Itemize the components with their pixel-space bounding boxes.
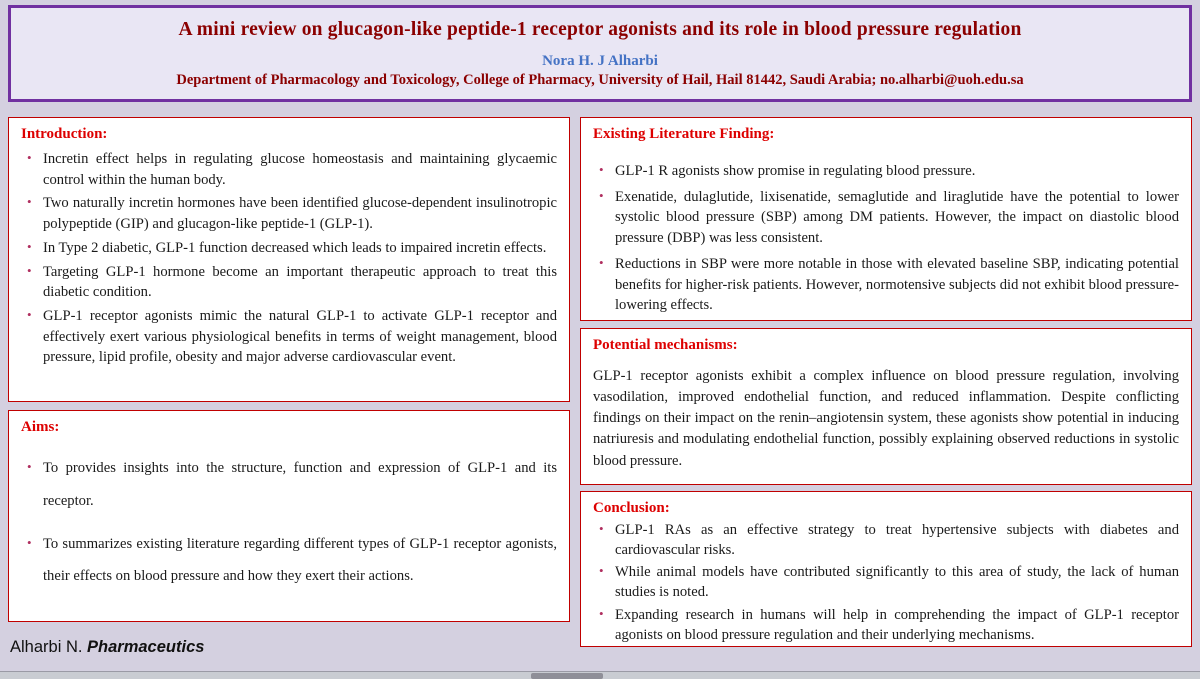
bullet-item: • Reductions in SBP were more notable in those with elevated baseline SBP, indicating potential benefits for higher-risk patients. However, normotensive subjects did not exhibit blood pressure-lowering effects. — [593, 254, 1179, 316]
author-name: Nora H. J Alharbi — [542, 53, 658, 69]
bullet-item: • Incretin effect helps in regulating glucose homeostasis and maintaining glycaemic control within the human body. — [21, 149, 557, 190]
aims-bullet-list — [21, 452, 557, 593]
bullet-item: • GLP-1 R agonists show promise in regulating blood pressure. — [593, 161, 1179, 182]
aims-heading: Aims: — [21, 419, 60, 435]
bullet-item: • To provides insights into the structure, function and expression of GLP-1 and its receptor. — [21, 452, 557, 518]
citation-journal: Pharmaceutics — [87, 638, 205, 656]
bullet-item: • Exenatide, dulaglutide, lixisenatide, semaglutide and liraglutide have the potential to lower systolic blood pressure (SBP) among DM patients. However, the impact on diastolic blood pressure (DBP) was less consistent. — [593, 187, 1179, 249]
section-conclusion — [580, 491, 1192, 647]
introduction-heading: Introduction: — [21, 126, 108, 142]
section-potential-mechanisms — [580, 328, 1192, 485]
bullet-item: • Two naturally incretin hormones have been identified glucose-dependent insulinotropic polypeptide (GIP) and glucagon-like peptide-1 (GLP-1). — [21, 193, 557, 234]
affiliation-line: Department of Pharmacology and Toxicology, College of Pharmacy, University of Hail, Hail 81442, Saudi Arabia; no.alharbi@uoh.edu.sa — [176, 72, 1024, 88]
introduction-bullet-list — [21, 149, 557, 368]
bullet-item: • GLP-1 RAs as an effective strategy to treat hypertensive subjects with diabetes and cardiovascular risks. — [593, 520, 1179, 560]
findings-heading: Existing Literature Finding: — [593, 126, 775, 142]
mechanisms-heading: Potential mechanisms: — [593, 337, 738, 353]
bullet-item: • GLP-1 receptor agonists mimic the natural GLP-1 to activate GLP-1 receptor and effectively exert various physiological benefits in terms of weight management, blood pressure, lipid profile, obesity and major adverse cardiovascular event. — [21, 306, 557, 368]
section-introduction — [8, 117, 570, 402]
bullet-item: • Expanding research in humans will help in comprehending the impact of GLP-1 receptor agonists on blood pressure regulation and their underlying mechanisms. — [593, 605, 1179, 645]
section-aims — [8, 410, 570, 622]
section-existing-literature-finding — [580, 117, 1192, 321]
horizontal-scrollbar[interactable] — [0, 671, 1200, 679]
mechanisms-paragraph: GLP-1 receptor agonists exhibit a complex influence on blood pressure regulation, involving vasodilation, improved endothelial function, and reduced inflammation. Despite conflicting findings on their impact on the renin–angiotensin system, these agonists show potential in inducing natriuresis and modulating endothelial function, possibly explaining observed reductions in systolic blood pressure. — [593, 368, 1179, 469]
conclusion-bullet-list — [593, 520, 1179, 645]
bullet-item: • In Type 2 diabetic, GLP-1 function decreased which leads to impaired incretin effects. — [21, 238, 557, 259]
conclusion-heading: Conclusion: — [593, 500, 670, 516]
poster-title: A mini review on glucagon-like peptide-1 receptor agonists and its role in blood pressure regulation — [178, 19, 1022, 40]
citation-author: Alharbi N. — [10, 638, 88, 656]
bullet-item: • Targeting GLP-1 hormone become an important therapeutic approach to treat this diabetic condition. — [21, 262, 557, 303]
bullet-item: • To summarizes existing literature regarding different types of GLP-1 receptor agonists, their effects on blood pressure and how they exert their actions. — [21, 528, 557, 594]
bullet-item: • While animal models have contributed significantly to this area of study, the lack of human studies is noted. — [593, 562, 1179, 602]
scrollbar-thumb[interactable] — [531, 673, 603, 679]
poster-header — [8, 5, 1192, 102]
findings-bullet-list — [593, 161, 1179, 316]
citation-line — [10, 638, 204, 657]
